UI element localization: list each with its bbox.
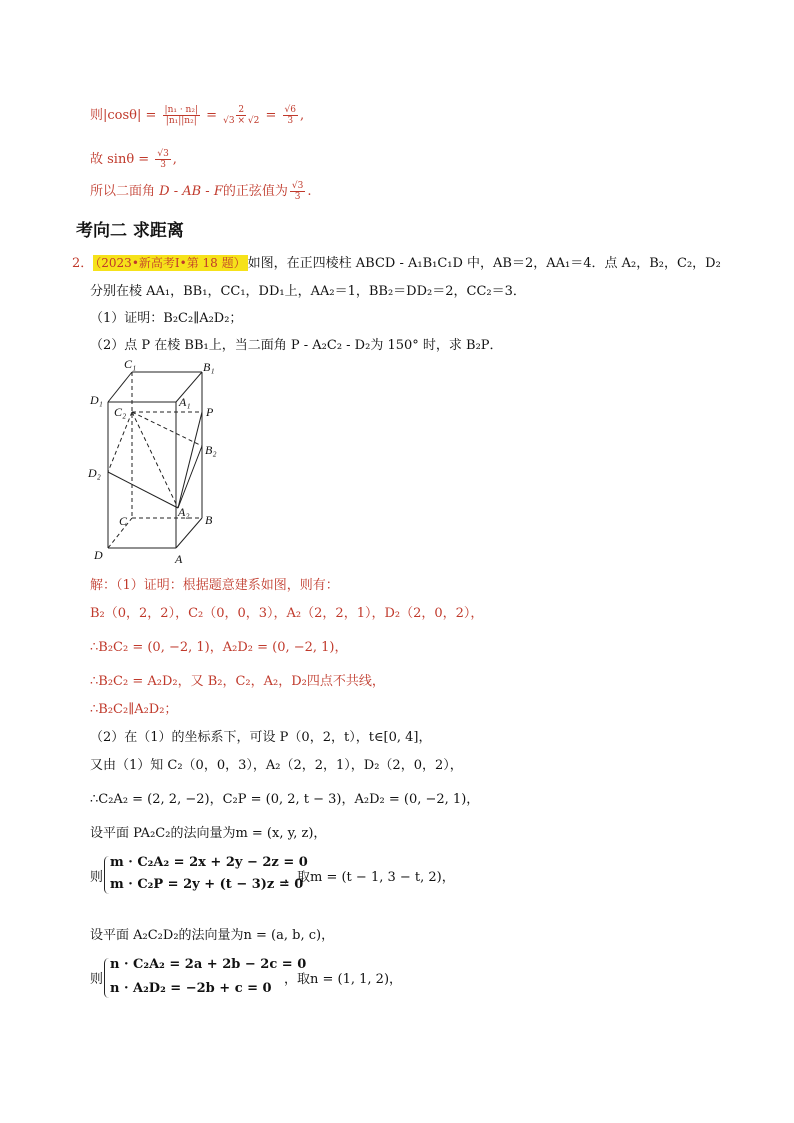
solution-line-12-prefix: 则 [90, 972, 104, 987]
solution-line-6: （2）在（1）的坐标系下，可设 P（0，2，t），t∈[0, 4]， [90, 730, 432, 745]
conclusion-tail: . [307, 184, 312, 199]
cos-value-denominator: √3 × √2 [223, 116, 260, 126]
problem-part-2: （2）点 P 在棱 BB₁上，当二面角 P - A₂C₂ - D₂为 150° 时，求 B₂P． [90, 338, 503, 353]
conclusion-prefix: 所以二面角 [90, 184, 156, 199]
conclusion-numerator: √3 [291, 181, 304, 191]
conclusion-denominator: 3 [294, 192, 301, 202]
solution-line-11: 设平面 A₂C₂D₂的法向量为n = (a, b, c)， [90, 928, 335, 943]
solution-line-3: ∴B₂C₂ = (0, −2, 1)，A₂D₂ = (0, −2, 1)， [90, 640, 348, 655]
problem-line-1 [72, 252, 721, 271]
system-2-eq-2: n · A₂D₂ = −2b + c = 0 [110, 981, 272, 996]
label-D1: D₁ [90, 393, 103, 407]
edge-D1C1 [108, 372, 132, 402]
source-tag: （2023•新高考Ⅰ•第 18 题） [95, 256, 246, 270]
solution-line-7: 又由（1）知 C₂（0，0，3），A₂（2，2，1），D₂（2，0，2）， [90, 758, 463, 773]
sin-prefix: 故 sinθ = [90, 152, 150, 167]
conclusion-line [90, 180, 311, 202]
cos-prefix: 则|cosθ| = [90, 108, 157, 123]
label-D: D [94, 548, 103, 562]
edge-C2A2 [132, 412, 178, 508]
problem-part-1: （1）证明：B₂C₂∥A₂D₂； [90, 311, 243, 326]
label-B1: B₁ [203, 360, 215, 374]
label-P: P [206, 405, 214, 419]
sin-numerator: √3 [157, 149, 169, 159]
cos-result-denominator: 3 [287, 116, 294, 126]
section-title: 考向二 求距离 [76, 221, 184, 241]
edge-A2B2 [178, 446, 202, 508]
cos-tail: , [300, 108, 305, 123]
label-B: B [205, 513, 213, 527]
label-A2: A₂ [178, 505, 190, 519]
problem-stem-2: 分别在棱 AA₁，BB₁，CC₁，DD₁上，AA₂＝1，BB₂＝DD₂＝2，CC₂＝3． [90, 284, 526, 299]
system-1-take: ，取m = (t − 1, 3 − t, 2)， [284, 870, 455, 885]
edge-AB [176, 518, 202, 548]
edge-C2B2 [132, 412, 202, 446]
solution-line-2: B₂（0，2，2），C₂（0，0，3），A₂（2，2，1），D₂（2，0，2）， [90, 606, 484, 621]
edge-A2P [178, 412, 202, 508]
label-A: A [175, 552, 183, 566]
system-1-eq-2: m · C₂P = 2y + (t − 3)z = 0 [110, 877, 304, 892]
system-brace-2 [104, 958, 109, 998]
sin-tail: , [172, 152, 177, 167]
solution-line-8: ∴C₂A₂ = (2, 2, −2)，C₂P = (0, 2, t − 3)，A₂D₂ = (0, −2, 1)， [90, 792, 480, 807]
sin-line [90, 148, 177, 170]
label-C: C [119, 514, 128, 528]
system-2-eq-1: n · C₂A₂ = 2a + 2b − 2c = 0 [110, 957, 307, 972]
solution-line-1: 解：（1）证明：根据题意建系如图，则有： [90, 578, 339, 593]
system-1-eq-1: m · C₂A₂ = 2x + 2y − 2z = 0 [110, 855, 308, 870]
label-C2: C₂ [114, 405, 127, 419]
label-C1: C₁ [124, 357, 137, 371]
conclusion-angle: D - AB - F [159, 184, 223, 199]
cos-line: 则|cosθ| = $\frac{\text{|n₁ · n₂|}}{\text{|n₁||n₂|}}$ = $\frac{2}{√3 \times √2}$ = $\frac{√6}{3}$ , [90, 105, 305, 126]
label-B2: B₂ [205, 443, 217, 457]
conclusion-mid: 的正弦值为 [222, 184, 288, 199]
label-D2: D₂ [88, 466, 101, 480]
solution-line-9: 设平面 PA₂C₂的法向量为m = (x, y, z)， [90, 826, 327, 841]
cos-value-numerator: 2 [238, 105, 245, 115]
system-brace-1 [104, 856, 109, 894]
problem-stem-1: 如图，在正四棱柱 ABCD - A₁B₁C₁D 中，AB＝2，AA₁＝4．点 A₂，B₂，C₂，D₂ [247, 256, 721, 271]
edge-C2D2 [108, 412, 132, 472]
cos-numerator: |n₁ · n₂| [164, 105, 198, 115]
sin-denominator: 3 [160, 160, 166, 170]
solution-line-4: ∴B₂C₂ = A₂D₂，又 B₂，C₂，A₂，D₂四点不共线， [90, 674, 385, 689]
edge-D2A2 [108, 472, 178, 508]
solution-line-5: ∴B₂C₂∥A₂D₂； [90, 702, 178, 717]
system-2-take: ，取n = (1, 1, 2)， [284, 972, 403, 987]
prism-figure [84, 356, 234, 568]
label-A1: A₁ [179, 395, 191, 409]
cos-result-numerator: √6 [284, 105, 296, 115]
problem-number: 2． [72, 256, 94, 271]
cos-denominator: |n₁||n₂| [165, 116, 197, 126]
solution-line-10-prefix: 则 [90, 870, 104, 885]
